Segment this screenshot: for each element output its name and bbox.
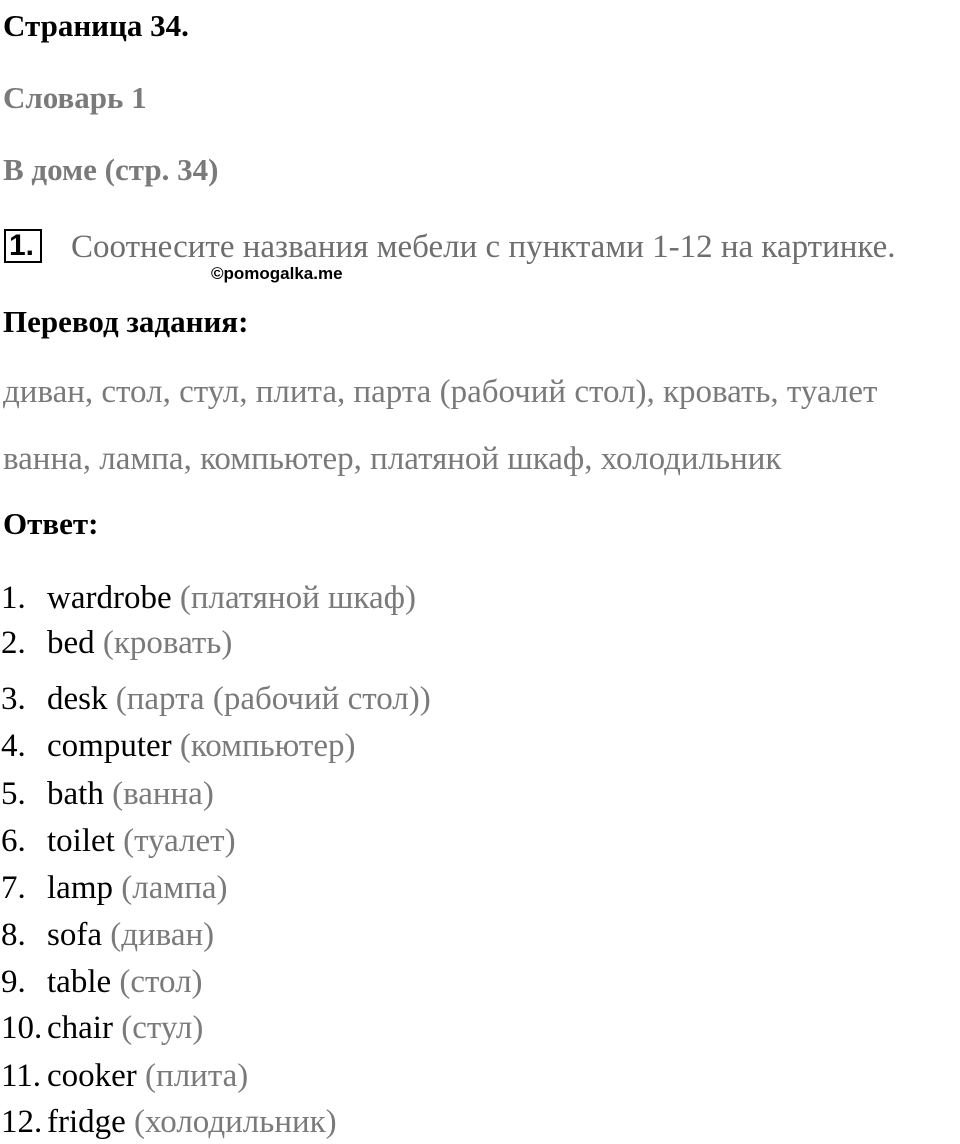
answer-number: 4.: [1, 728, 26, 764]
answer-word: computer: [47, 728, 172, 764]
section-subtitle: В доме (стр. 34): [3, 152, 219, 187]
translation-line: ванна, лампа, компьютер, платяной шкаф, холодильник: [3, 441, 782, 477]
answer-number: 5.: [1, 776, 26, 812]
answer-word: desk: [47, 681, 108, 717]
answer-word: chair: [47, 1010, 113, 1046]
answer-translation: (ванна): [103, 776, 214, 812]
answer-word: lamp: [47, 870, 113, 906]
task-instruction: Соотнесите названия мебели с пунктами 1-12 на картинке.: [71, 229, 896, 265]
answer-translation: (диван): [101, 917, 215, 953]
answer-number: 3.: [1, 681, 26, 717]
answer-translation: (лампа): [112, 870, 228, 906]
answer-word: bed: [47, 625, 95, 661]
answer-translation: (кровать): [94, 625, 233, 661]
answer-translation: (парта (рабочий стол)): [107, 681, 431, 717]
answer-word: toilet: [47, 823, 115, 859]
answer-heading: Ответ:: [3, 506, 99, 541]
answer-number: 11.: [1, 1058, 42, 1094]
answer-word: fridge: [47, 1104, 126, 1140]
answer-number: 1.: [1, 580, 26, 616]
watermark: ©pomogalka.me: [211, 264, 343, 283]
answer-word: sofa: [47, 917, 102, 953]
answer-translation: (платяной шкаф): [171, 580, 416, 616]
answer-number: 6.: [1, 823, 26, 859]
task-number: 1.: [9, 229, 35, 262]
answer-translation: (туалет): [114, 823, 236, 859]
answer-translation: (холодильник): [125, 1104, 337, 1140]
answer-translation: (плита): [136, 1058, 249, 1094]
answer-number: 7.: [1, 870, 26, 906]
page-heading: Страница 34.: [3, 8, 189, 43]
answer-translation: (стол): [111, 964, 203, 1000]
answer-number: 2.: [1, 625, 26, 661]
answer-word: bath: [47, 776, 104, 812]
answer-number: 10.: [1, 1010, 43, 1046]
answer-number: 8.: [1, 917, 26, 953]
answer-word: table: [47, 964, 112, 1000]
section-title: Словарь 1: [3, 80, 147, 115]
answer-word: wardrobe: [47, 580, 172, 616]
translation-heading: Перевод задания:: [3, 304, 249, 339]
answer-translation: (стул): [112, 1010, 204, 1046]
answer-word: cooker: [47, 1058, 137, 1094]
translation-line: диван, стол, стул, плита, парта (рабочий стол), кровать, туалет: [3, 374, 878, 410]
answer-translation: (компьютер): [171, 728, 356, 764]
answer-number: 12.: [1, 1104, 43, 1140]
answer-number: 9.: [1, 964, 26, 1000]
